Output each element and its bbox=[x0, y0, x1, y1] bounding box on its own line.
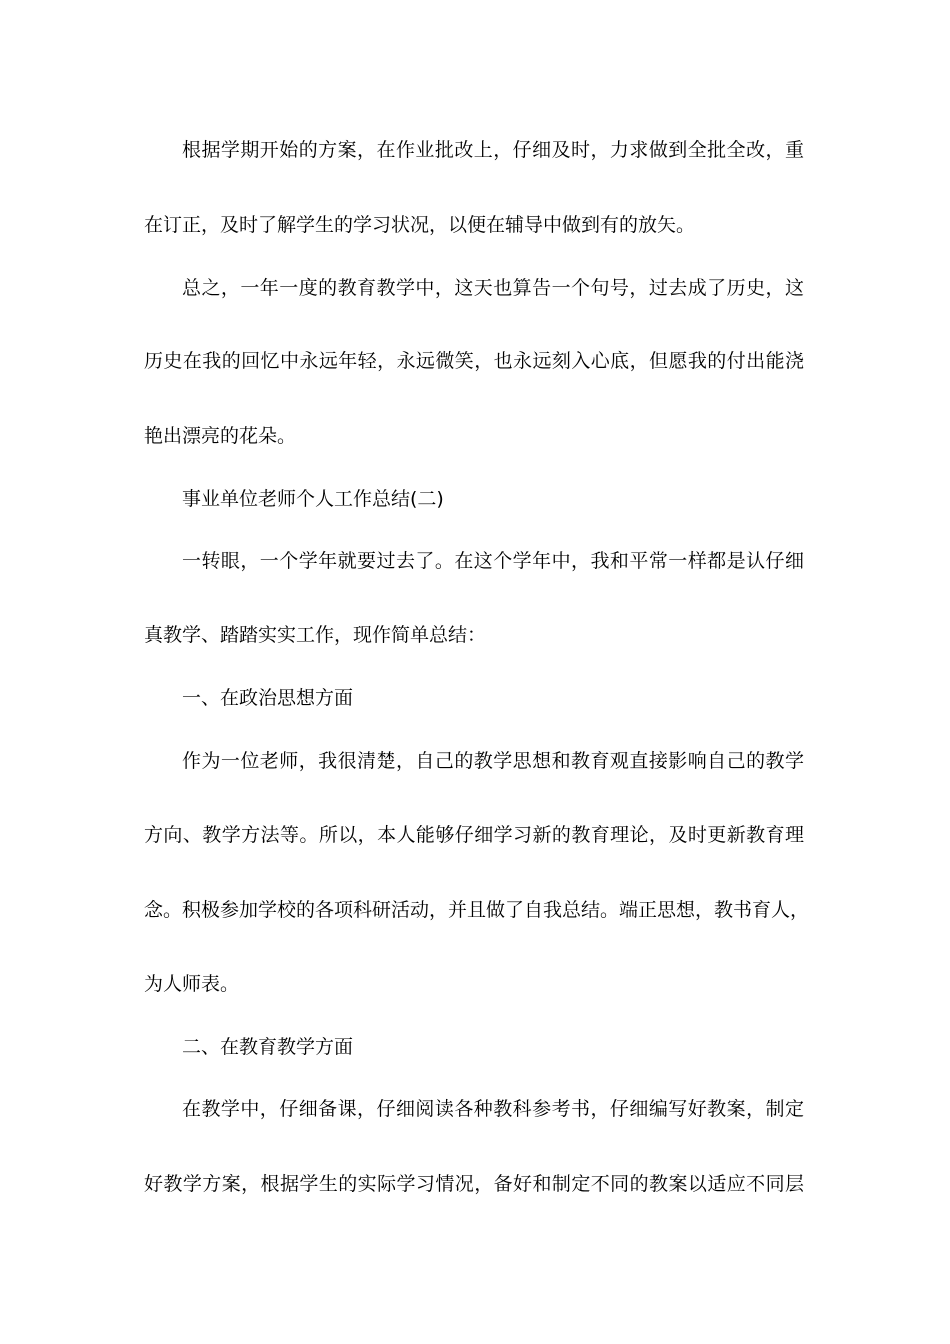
paragraph-line: 在教学中，仔细备课，仔细阅读各种教科参考书，仔细编写好教案，制定 bbox=[182, 1098, 804, 1120]
paragraph-line: 一转眼，一个学年就要过去了。在这个学年中，我和平常一样都是认仔细 bbox=[182, 550, 804, 572]
paragraph-line: 总之，一年一度的教育教学中，这天也算告一个句号，过去成了历史，这 bbox=[182, 277, 804, 299]
paragraph-line: 根据学期开始的方案，在作业批改上，仔细及时，力求做到全批全改，重 bbox=[182, 139, 804, 161]
paragraph-line: 艳出漂亮的花朵。 bbox=[144, 425, 297, 447]
paragraph-line: 方向、教学方法等。所以，本人能够仔细学习新的教育理论，及时更新教育理 bbox=[144, 824, 804, 846]
section-heading: 事业单位老师个人工作总结(二) bbox=[182, 488, 444, 510]
paragraph-line: 好教学方案，根据学生的实际学习情况，备好和制定不同的教案以适应不同层 bbox=[144, 1173, 804, 1195]
subsection-heading: 一、在政治思想方面 bbox=[182, 687, 354, 709]
paragraph-line: 在订正，及时了解学生的学习状况，以便在辅导中做到有的放矢。 bbox=[144, 214, 696, 236]
paragraph-line: 作为一位老师，我很清楚，自己的教学思想和教育观直接影响自己的教学 bbox=[182, 750, 804, 772]
paragraph-line: 历史在我的回忆中永远年轻，永远微笑，也永远刻入心底，但愿我的付出能浇 bbox=[144, 350, 804, 372]
paragraph-line: 为人师表。 bbox=[144, 973, 240, 995]
paragraph-line: 念。积极参加学校的各项科研活动，并且做了自我总结。端正思想，教书育人， bbox=[144, 899, 810, 921]
paragraph-line: 真教学、踏踏实实工作，现作简单总结： bbox=[144, 624, 487, 646]
subsection-heading: 二、在教育教学方面 bbox=[182, 1036, 354, 1058]
